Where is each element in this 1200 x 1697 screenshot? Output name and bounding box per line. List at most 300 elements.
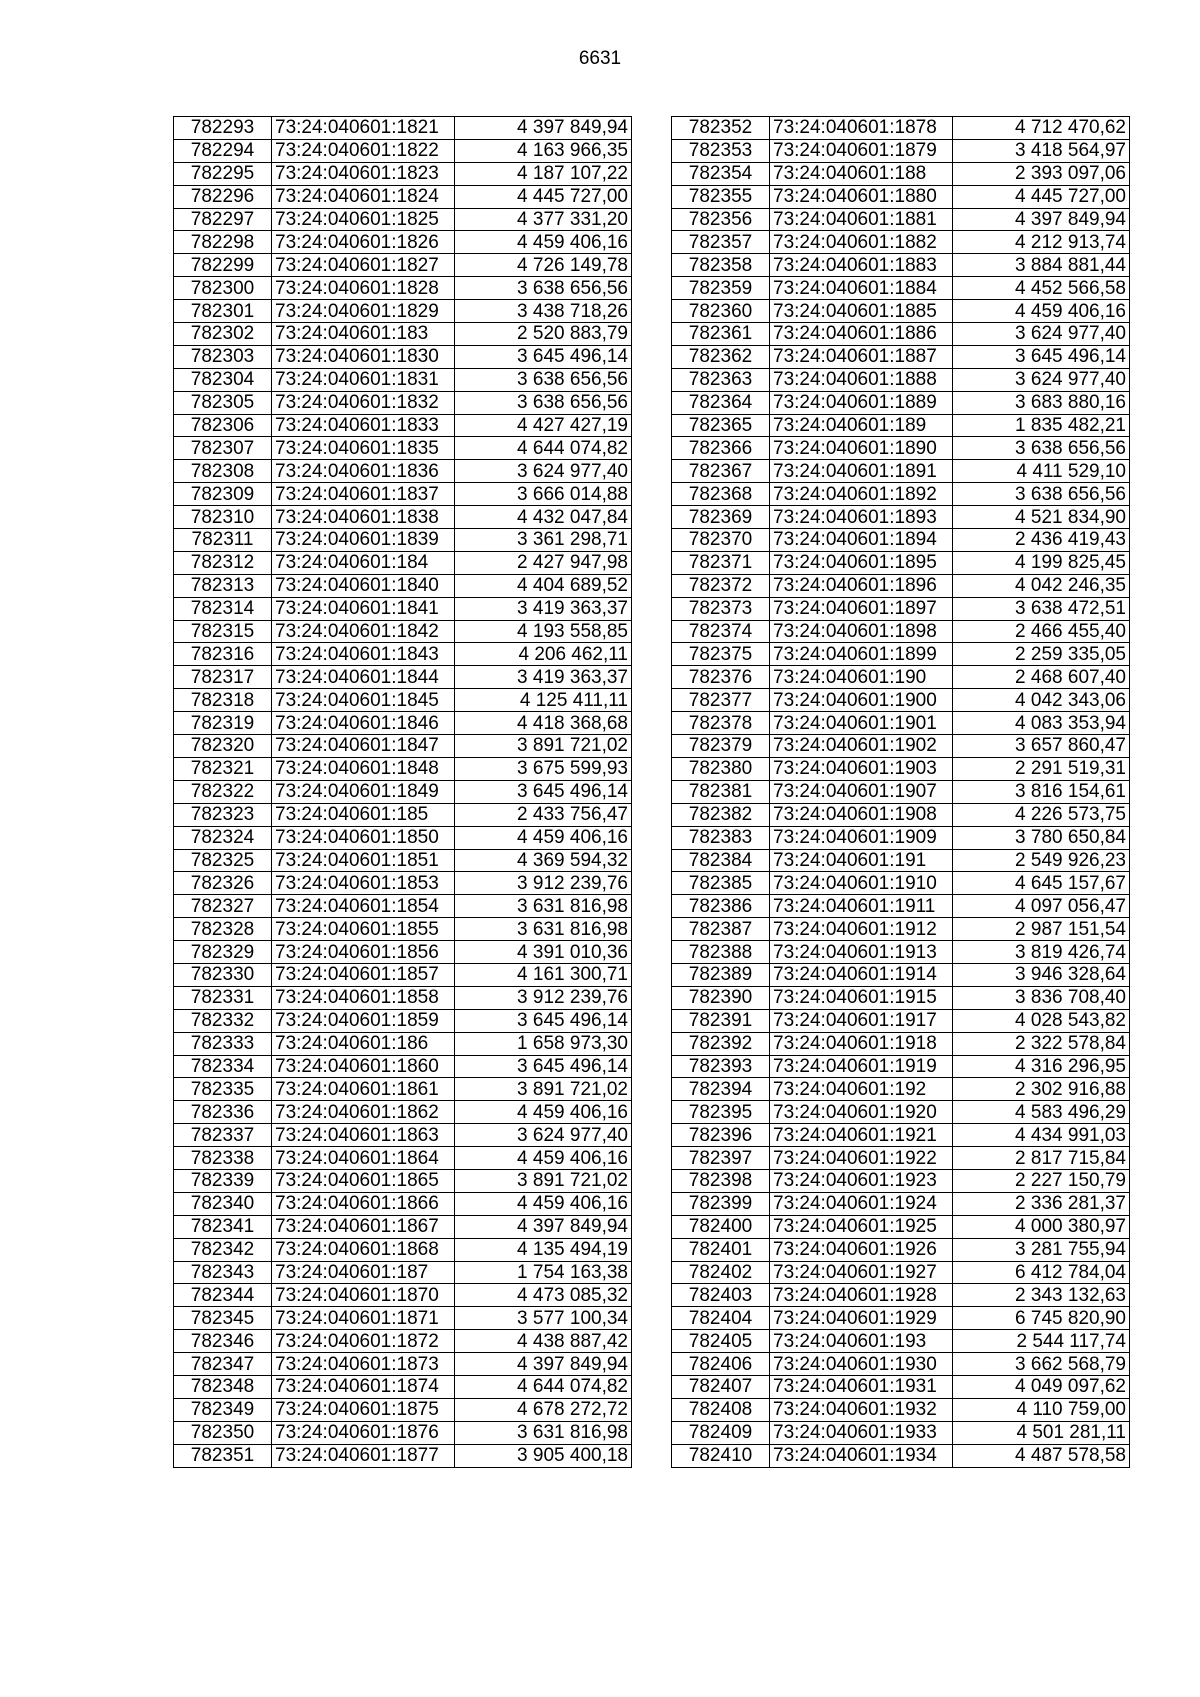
value-cell: 4 438 887,42 (455, 1330, 632, 1353)
value-cell: 4 125 411,11 (455, 689, 632, 712)
row-number-cell: 782390 (672, 986, 770, 1009)
cadastral-number-cell: 73:24:040601:1871 (272, 1307, 455, 1330)
value-cell: 3 645 496,14 (455, 1009, 632, 1032)
value-cell: 3 780 650,84 (953, 826, 1130, 849)
table-row (672, 231, 1130, 254)
cadastral-number-cell: 73:24:040601:1855 (272, 918, 455, 941)
table-row (174, 1375, 632, 1398)
value-cell: 4 083 353,94 (953, 712, 1130, 735)
value-cell: 2 291 519,31 (953, 757, 1130, 780)
cadastral-number-cell: 73:24:040601:1839 (272, 529, 455, 552)
value-cell: 4 028 543,82 (953, 1009, 1130, 1032)
row-number-cell: 782398 (672, 1169, 770, 1192)
table-row (174, 597, 632, 620)
value-cell: 3 666 014,88 (455, 483, 632, 506)
value-cell: 3 631 816,98 (455, 918, 632, 941)
table-row (672, 1101, 1130, 1124)
cadastral-number-cell: 73:24:040601:1847 (272, 735, 455, 758)
value-cell: 4 097 056,47 (953, 895, 1130, 918)
row-number-cell: 782375 (672, 643, 770, 666)
cadastral-number-cell: 73:24:040601:1864 (272, 1147, 455, 1170)
value-cell: 2 427 947,98 (455, 551, 632, 574)
value-cell: 2 393 097,06 (953, 162, 1130, 185)
table-row (174, 1215, 632, 1238)
value-cell: 3 819 426,74 (953, 941, 1130, 964)
row-number-cell: 782366 (672, 437, 770, 460)
cadastral-number-cell: 73:24:040601:1845 (272, 689, 455, 712)
table-row (174, 757, 632, 780)
row-number-cell: 782392 (672, 1032, 770, 1055)
value-cell: 3 638 656,56 (455, 368, 632, 391)
table-row (672, 483, 1130, 506)
cadastral-number-cell: 73:24:040601:1930 (770, 1353, 953, 1376)
table-row (672, 1261, 1130, 1284)
row-number-cell: 782303 (174, 345, 272, 368)
value-cell: 4 521 834,90 (953, 506, 1130, 529)
table-row (672, 1078, 1130, 1101)
table-row (672, 254, 1130, 277)
row-number-cell: 782295 (174, 162, 272, 185)
row-number-cell: 782311 (174, 529, 272, 552)
table-row (672, 1009, 1130, 1032)
table-row (672, 597, 1130, 620)
table-row (672, 620, 1130, 643)
cadastral-number-cell: 73:24:040601:1896 (770, 574, 953, 597)
row-number-cell: 782360 (672, 300, 770, 323)
value-cell: 4 726 149,78 (455, 254, 632, 277)
cadastral-number-cell: 73:24:040601:1831 (272, 368, 455, 391)
cadastral-number-cell: 73:24:040601:1867 (272, 1215, 455, 1238)
value-cell: 4 645 157,67 (953, 872, 1130, 895)
row-number-cell: 782324 (174, 826, 272, 849)
value-cell: 2 468 607,40 (953, 666, 1130, 689)
value-cell: 2 322 578,84 (953, 1032, 1130, 1055)
cadastral-number-cell: 73:24:040601:1850 (272, 826, 455, 849)
cadastral-number-cell: 73:24:040601:1861 (272, 1078, 455, 1101)
row-number-cell: 782361 (672, 323, 770, 346)
row-number-cell: 782334 (174, 1055, 272, 1078)
row-number-cell: 782332 (174, 1009, 272, 1032)
table-row (672, 666, 1130, 689)
cadastral-number-cell: 73:24:040601:1911 (770, 895, 953, 918)
cadastral-number-cell: 73:24:040601:1914 (770, 963, 953, 986)
table-row (174, 1398, 632, 1421)
table-row (672, 323, 1130, 346)
row-number-cell: 782330 (174, 963, 272, 986)
value-cell: 3 624 977,40 (455, 460, 632, 483)
table-row (672, 208, 1130, 231)
cadastral-number-cell: 73:24:040601:1923 (770, 1169, 953, 1192)
row-number-cell: 782408 (672, 1398, 770, 1421)
cadastral-number-cell: 73:24:040601:1921 (770, 1124, 953, 1147)
cadastral-number-cell: 73:24:040601:1926 (770, 1238, 953, 1261)
value-cell: 2 433 756,47 (455, 803, 632, 826)
table-row (174, 460, 632, 483)
cadastral-number-cell: 73:24:040601:1875 (272, 1398, 455, 1421)
row-number-cell: 782369 (672, 506, 770, 529)
row-number-cell: 782310 (174, 506, 272, 529)
cadastral-number-cell: 73:24:040601:1915 (770, 986, 953, 1009)
table-row (174, 437, 632, 460)
value-cell: 3 675 599,93 (455, 757, 632, 780)
table-row (672, 1284, 1130, 1307)
value-cell: 4 501 281,11 (953, 1421, 1130, 1444)
value-cell: 3 419 363,37 (455, 666, 632, 689)
cadastral-number-cell: 73:24:040601:1865 (272, 1169, 455, 1192)
left-data-table (173, 116, 632, 1468)
cadastral-number-cell: 73:24:040601:1827 (272, 254, 455, 277)
cadastral-number-cell: 73:24:040601:185 (272, 803, 455, 826)
row-number-cell: 782322 (174, 780, 272, 803)
row-number-cell: 782350 (174, 1421, 272, 1444)
cadastral-number-cell: 73:24:040601:1842 (272, 620, 455, 643)
table-row (672, 918, 1130, 941)
cadastral-number-cell: 73:24:040601:1853 (272, 872, 455, 895)
table-row (672, 895, 1130, 918)
value-cell: 4 644 074,82 (455, 437, 632, 460)
row-number-cell: 782326 (174, 872, 272, 895)
cadastral-number-cell: 73:24:040601:1909 (770, 826, 953, 849)
row-number-cell: 782372 (672, 574, 770, 597)
value-cell: 4 193 558,85 (455, 620, 632, 643)
cadastral-number-cell: 73:24:040601:1825 (272, 208, 455, 231)
row-number-cell: 782321 (174, 757, 272, 780)
value-cell: 4 459 406,16 (455, 231, 632, 254)
table-row (672, 1421, 1130, 1444)
table-row (174, 574, 632, 597)
cadastral-number-cell: 73:24:040601:184 (272, 551, 455, 574)
row-number-cell: 782342 (174, 1238, 272, 1261)
right-data-table (671, 116, 1130, 1468)
cadastral-number-cell: 73:24:040601:1866 (272, 1192, 455, 1215)
value-cell: 4 445 727,00 (953, 185, 1130, 208)
table-row (672, 712, 1130, 735)
row-number-cell: 782373 (672, 597, 770, 620)
table-row (174, 780, 632, 803)
value-cell: 3 946 328,64 (953, 963, 1130, 986)
row-number-cell: 782399 (672, 1192, 770, 1215)
value-cell: 3 645 496,14 (455, 1055, 632, 1078)
value-cell: 3 645 496,14 (455, 780, 632, 803)
row-number-cell: 782389 (672, 963, 770, 986)
cadastral-number-cell: 73:24:040601:1889 (770, 391, 953, 414)
table-row (672, 1238, 1130, 1261)
row-number-cell: 782405 (672, 1330, 770, 1353)
cadastral-number-cell: 73:24:040601:1895 (770, 551, 953, 574)
cadastral-number-cell: 73:24:040601:1920 (770, 1101, 953, 1124)
cadastral-number-cell: 73:24:040601:1885 (770, 300, 953, 323)
table-row (174, 414, 632, 437)
row-number-cell: 782338 (174, 1147, 272, 1170)
cadastral-number-cell: 73:24:040601:1856 (272, 941, 455, 964)
value-cell: 3 683 880,16 (953, 391, 1130, 414)
table-row (672, 1215, 1130, 1238)
table-row (174, 551, 632, 574)
cadastral-number-cell: 73:24:040601:1836 (272, 460, 455, 483)
cadastral-number-cell: 73:24:040601:1844 (272, 666, 455, 689)
row-number-cell: 782294 (174, 139, 272, 162)
row-number-cell: 782348 (174, 1375, 272, 1398)
row-number-cell: 782328 (174, 918, 272, 941)
cadastral-number-cell: 73:24:040601:1890 (770, 437, 953, 460)
row-number-cell: 782301 (174, 300, 272, 323)
row-number-cell: 782345 (174, 1307, 272, 1330)
row-number-cell: 782403 (672, 1284, 770, 1307)
cadastral-number-cell: 73:24:040601:1925 (770, 1215, 953, 1238)
table-row (174, 391, 632, 414)
value-cell: 3 662 568,79 (953, 1353, 1130, 1376)
row-number-cell: 782371 (672, 551, 770, 574)
table-row (672, 872, 1130, 895)
cadastral-number-cell: 73:24:040601:1851 (272, 849, 455, 872)
table-row (672, 986, 1130, 1009)
table-row (672, 574, 1130, 597)
cadastral-number-cell: 73:24:040601:1922 (770, 1147, 953, 1170)
table-row (174, 1238, 632, 1261)
cadastral-number-cell: 73:24:040601:1858 (272, 986, 455, 1009)
value-cell: 4 487 578,58 (953, 1444, 1130, 1467)
cadastral-number-cell: 73:24:040601:1874 (272, 1375, 455, 1398)
value-cell: 3 912 239,76 (455, 872, 632, 895)
cadastral-number-cell: 73:24:040601:189 (770, 414, 953, 437)
table-row (174, 529, 632, 552)
table-row (174, 712, 632, 735)
value-cell: 3 419 363,37 (455, 597, 632, 620)
row-number-cell: 782315 (174, 620, 272, 643)
cadastral-number-cell: 73:24:040601:1934 (770, 1444, 953, 1467)
value-cell: 4 187 107,22 (455, 162, 632, 185)
value-cell: 2 436 419,43 (953, 529, 1130, 552)
value-cell: 3 657 860,47 (953, 735, 1130, 758)
table-row (672, 780, 1130, 803)
cadastral-number-cell: 73:24:040601:1843 (272, 643, 455, 666)
value-cell: 4 199 825,45 (953, 551, 1130, 574)
table-row (672, 1055, 1130, 1078)
row-number-cell: 782298 (174, 231, 272, 254)
row-number-cell: 782384 (672, 849, 770, 872)
table-row (174, 620, 632, 643)
table-row (174, 643, 632, 666)
cadastral-number-cell: 73:24:040601:1846 (272, 712, 455, 735)
row-number-cell: 782357 (672, 231, 770, 254)
row-number-cell: 782316 (174, 643, 272, 666)
value-cell: 3 631 816,98 (455, 1421, 632, 1444)
cadastral-number-cell: 73:24:040601:1880 (770, 185, 953, 208)
table-row (174, 1124, 632, 1147)
value-cell: 4 459 406,16 (455, 1192, 632, 1215)
cadastral-number-cell: 73:24:040601:1828 (272, 277, 455, 300)
cadastral-number-cell: 73:24:040601:1933 (770, 1421, 953, 1444)
table-row (174, 1009, 632, 1032)
table-row (672, 1398, 1130, 1421)
table-row (174, 368, 632, 391)
table-row (174, 254, 632, 277)
cadastral-number-cell: 73:24:040601:1886 (770, 323, 953, 346)
value-cell: 4 212 913,74 (953, 231, 1130, 254)
cadastral-number-cell: 73:24:040601:1826 (272, 231, 455, 254)
cadastral-number-cell: 73:24:040601:1857 (272, 963, 455, 986)
value-cell: 4 042 343,06 (953, 689, 1130, 712)
table-row (174, 941, 632, 964)
cadastral-number-cell: 73:24:040601:1897 (770, 597, 953, 620)
row-number-cell: 782299 (174, 254, 272, 277)
row-number-cell: 782318 (174, 689, 272, 712)
cadastral-number-cell: 73:24:040601:1903 (770, 757, 953, 780)
row-number-cell: 782359 (672, 277, 770, 300)
value-cell: 2 302 916,88 (953, 1078, 1130, 1101)
cadastral-number-cell: 73:24:040601:1833 (272, 414, 455, 437)
table-row (174, 1032, 632, 1055)
row-number-cell: 782351 (174, 1444, 272, 1467)
table-row (672, 1353, 1130, 1376)
value-cell: 3 624 977,40 (455, 1124, 632, 1147)
cadastral-number-cell: 73:24:040601:1829 (272, 300, 455, 323)
row-number-cell: 782320 (174, 735, 272, 758)
table-row (174, 986, 632, 1009)
cadastral-number-cell: 73:24:040601:1919 (770, 1055, 953, 1078)
cadastral-number-cell: 73:24:040601:1835 (272, 437, 455, 460)
value-cell: 3 281 755,94 (953, 1238, 1130, 1261)
cadastral-number-cell: 73:24:040601:1876 (272, 1421, 455, 1444)
cadastral-number-cell: 73:24:040601:1900 (770, 689, 953, 712)
cadastral-number-cell: 73:24:040601:1878 (770, 117, 953, 140)
cadastral-number-cell: 73:24:040601:190 (770, 666, 953, 689)
row-number-cell: 782337 (174, 1124, 272, 1147)
row-number-cell: 782354 (672, 162, 770, 185)
cadastral-number-cell: 73:24:040601:1898 (770, 620, 953, 643)
table-row (672, 1330, 1130, 1353)
row-number-cell: 782335 (174, 1078, 272, 1101)
table-row (672, 414, 1130, 437)
cadastral-number-cell: 73:24:040601:1894 (770, 529, 953, 552)
table-row (672, 437, 1130, 460)
value-cell: 4 644 074,82 (455, 1375, 632, 1398)
value-cell: 2 987 151,54 (953, 918, 1130, 941)
cadastral-number-cell: 73:24:040601:1882 (770, 231, 953, 254)
row-number-cell: 782344 (174, 1284, 272, 1307)
row-number-cell: 782306 (174, 414, 272, 437)
value-cell: 4 316 296,95 (953, 1055, 1130, 1078)
row-number-cell: 782304 (174, 368, 272, 391)
table-row (174, 918, 632, 941)
row-number-cell: 782406 (672, 1353, 770, 1376)
value-cell: 3 905 400,18 (455, 1444, 632, 1467)
row-number-cell: 782293 (174, 117, 272, 140)
table-row (672, 1124, 1130, 1147)
row-number-cell: 782343 (174, 1261, 272, 1284)
table-row (672, 1192, 1130, 1215)
row-number-cell: 782308 (174, 460, 272, 483)
cadastral-number-cell: 73:24:040601:1899 (770, 643, 953, 666)
row-number-cell: 782363 (672, 368, 770, 391)
table-row (672, 1147, 1130, 1170)
cadastral-number-cell: 73:24:040601:1877 (272, 1444, 455, 1467)
value-cell: 3 361 298,71 (455, 529, 632, 552)
value-cell: 2 227 150,79 (953, 1169, 1130, 1192)
value-cell: 3 624 977,40 (953, 368, 1130, 391)
value-cell: 4 432 047,84 (455, 506, 632, 529)
value-cell: 3 638 656,56 (953, 483, 1130, 506)
value-cell: 6 745 820,90 (953, 1307, 1130, 1330)
cadastral-number-cell: 73:24:040601:193 (770, 1330, 953, 1353)
cadastral-number-cell: 73:24:040601:1884 (770, 277, 953, 300)
row-number-cell: 782305 (174, 391, 272, 414)
value-cell: 2 336 281,37 (953, 1192, 1130, 1215)
table-row (174, 666, 632, 689)
table-row (174, 1421, 632, 1444)
value-cell: 2 466 455,40 (953, 620, 1130, 643)
value-cell: 4 042 246,35 (953, 574, 1130, 597)
table-row (174, 300, 632, 323)
table-row (174, 345, 632, 368)
cadastral-number-cell: 73:24:040601:1830 (272, 345, 455, 368)
row-number-cell: 782346 (174, 1330, 272, 1353)
row-number-cell: 782374 (672, 620, 770, 643)
cadastral-number-cell: 73:24:040601:1873 (272, 1353, 455, 1376)
table-row (672, 1444, 1130, 1467)
row-number-cell: 782407 (672, 1375, 770, 1398)
cadastral-number-cell: 73:24:040601:1840 (272, 574, 455, 597)
value-cell: 4 391 010,36 (455, 941, 632, 964)
cadastral-number-cell: 73:24:040601:1823 (272, 162, 455, 185)
row-number-cell: 782378 (672, 712, 770, 735)
row-number-cell: 782319 (174, 712, 272, 735)
cadastral-number-cell: 73:24:040601:1924 (770, 1192, 953, 1215)
row-number-cell: 782385 (672, 872, 770, 895)
table-row (672, 300, 1130, 323)
cadastral-number-cell: 73:24:040601:188 (770, 162, 953, 185)
table-row (672, 643, 1130, 666)
table-row (672, 162, 1130, 185)
table-row (174, 895, 632, 918)
value-cell: 6 412 784,04 (953, 1261, 1130, 1284)
value-cell: 3 891 721,02 (455, 1169, 632, 1192)
table-row (174, 139, 632, 162)
row-number-cell: 782358 (672, 254, 770, 277)
table-row (174, 826, 632, 849)
table-row (672, 460, 1130, 483)
cadastral-number-cell: 73:24:040601:1918 (770, 1032, 953, 1055)
value-cell: 3 891 721,02 (455, 1078, 632, 1101)
table-row (672, 506, 1130, 529)
table-row (672, 1307, 1130, 1330)
table-row (672, 803, 1130, 826)
table-row (174, 117, 632, 140)
row-number-cell: 782364 (672, 391, 770, 414)
table-row (672, 391, 1130, 414)
row-number-cell: 782396 (672, 1124, 770, 1147)
value-cell: 4 583 496,29 (953, 1101, 1130, 1124)
value-cell: 4 459 406,16 (455, 1147, 632, 1170)
value-cell: 4 427 427,19 (455, 414, 632, 437)
value-cell: 4 411 529,10 (953, 460, 1130, 483)
value-cell: 3 638 656,56 (953, 437, 1130, 460)
cadastral-number-cell: 73:24:040601:1838 (272, 506, 455, 529)
cadastral-number-cell: 73:24:040601:1881 (770, 208, 953, 231)
cadastral-number-cell: 73:24:040601:1892 (770, 483, 953, 506)
table-row (672, 689, 1130, 712)
value-cell: 1 658 973,30 (455, 1032, 632, 1055)
value-cell: 4 377 331,20 (455, 208, 632, 231)
row-number-cell: 782353 (672, 139, 770, 162)
table-row (174, 1261, 632, 1284)
cadastral-number-cell: 73:24:040601:1824 (272, 185, 455, 208)
table-row (174, 483, 632, 506)
row-number-cell: 782300 (174, 277, 272, 300)
row-number-cell: 782387 (672, 918, 770, 941)
value-cell: 4 473 085,32 (455, 1284, 632, 1307)
table-row (174, 506, 632, 529)
